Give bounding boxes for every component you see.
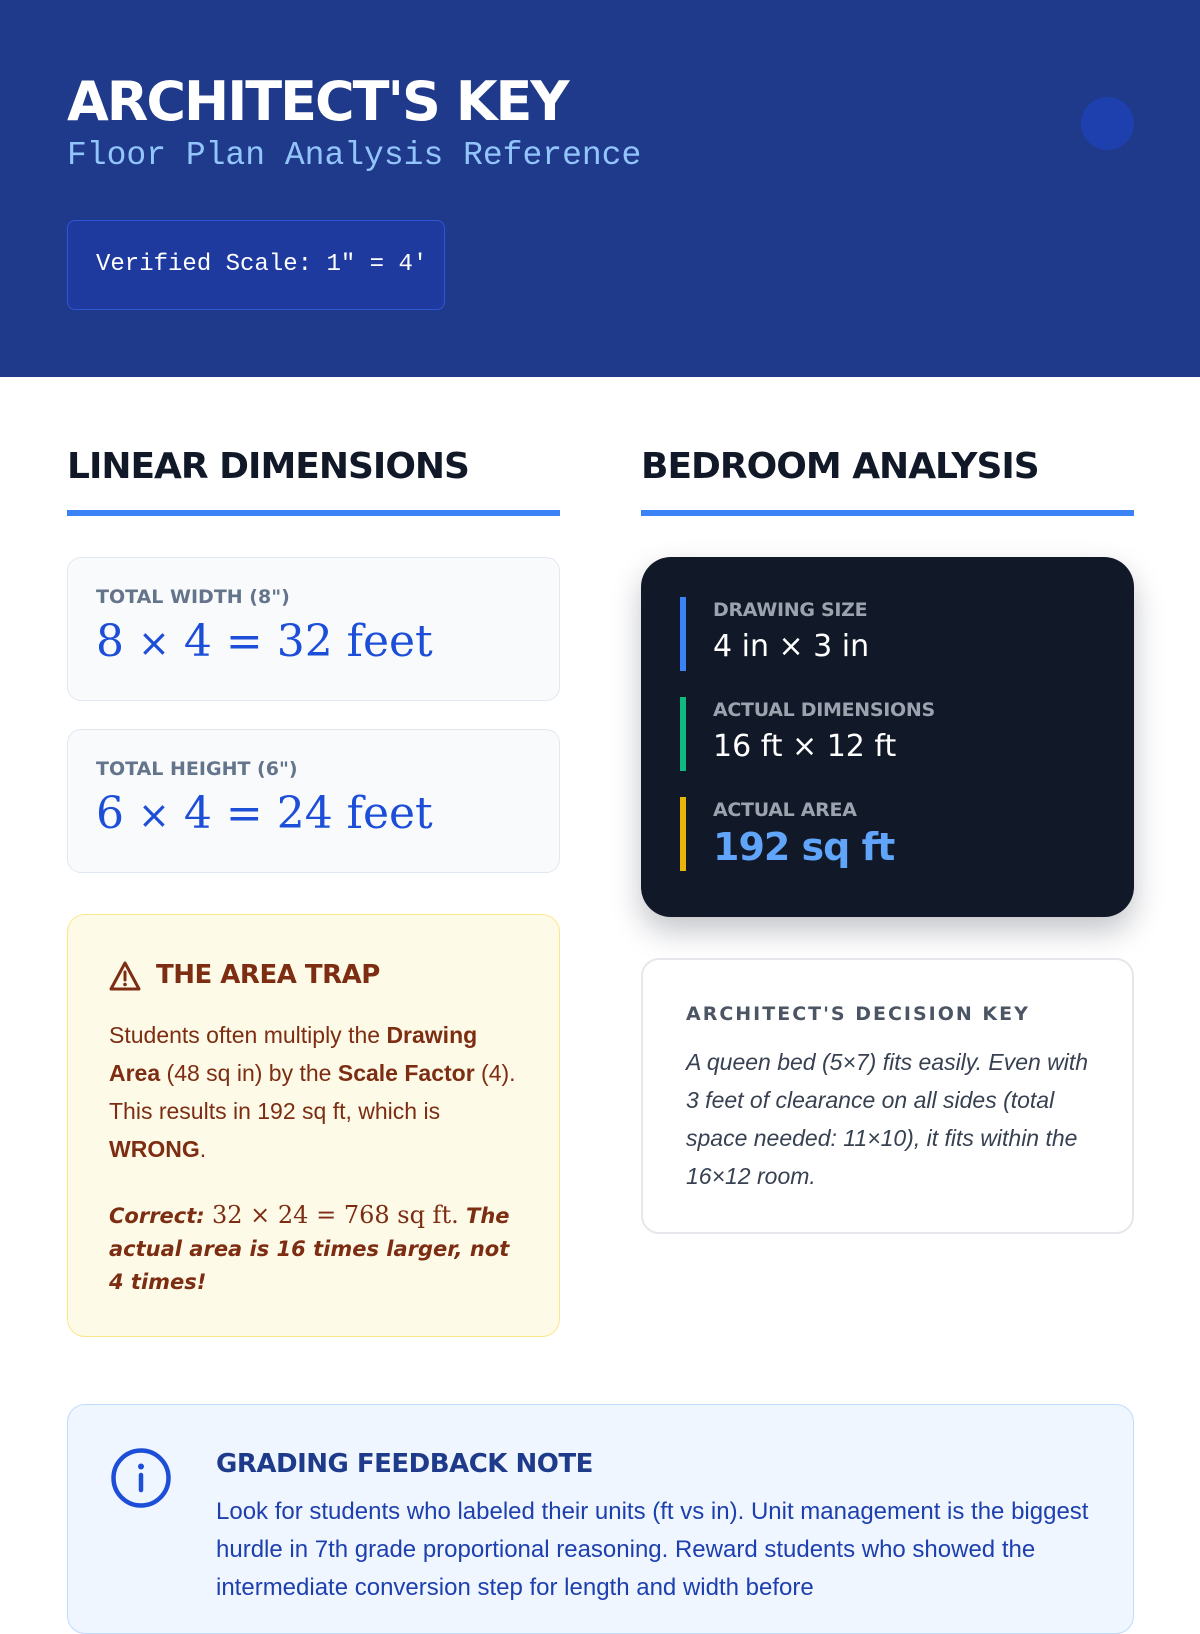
decision-key-text: A queen bed (5×7) fits easily. Even with 3 feet of clearance on all sides (total space needed: 11×10), it fits within the 16×12 room. bbox=[686, 1049, 1089, 1189]
trap-text: (48 sq in) by the bbox=[160, 1060, 338, 1086]
metric-accent-bar bbox=[680, 797, 686, 871]
scale-badge-text: Verified Scale: 1" = 4' bbox=[96, 251, 428, 278]
grading-note-text: Look for students who labeled their units (ft vs in). Unit management is the biggest hurdle in 7th grade proportional reasoning. Reward students who showed the intermediate conversion step for length and width before bbox=[216, 1498, 1089, 1601]
header-banner bbox=[0, 0, 1200, 377]
trap-text: Students often multiply the bbox=[109, 1022, 387, 1048]
metric-label: DRAWING SIZE bbox=[713, 599, 868, 621]
height-card bbox=[67, 729, 560, 873]
trap-emphasis: Scale Factor bbox=[337, 1060, 475, 1086]
width-label: TOTAL WIDTH (8") bbox=[96, 586, 290, 608]
decorative-circle-icon bbox=[1081, 97, 1134, 150]
height-formula bbox=[96, 788, 433, 839]
height-result: = 24 feet bbox=[225, 788, 433, 839]
bedroom-heading-rule bbox=[641, 510, 1134, 516]
height-label: TOTAL HEIGHT (6") bbox=[96, 758, 298, 780]
decision-key-title: ARCHITECT'S DECISION KEY bbox=[686, 1003, 1030, 1025]
linear-dimensions-heading: LINEAR DIMENSIONS bbox=[67, 446, 469, 487]
times-symbol: × bbox=[138, 793, 170, 837]
bedroom-metrics-card bbox=[641, 557, 1134, 917]
linear-heading-rule bbox=[67, 510, 560, 516]
height-factor-a: 6 bbox=[96, 788, 124, 839]
scale-badge bbox=[67, 220, 445, 310]
width-factor-a: 8 bbox=[96, 616, 124, 667]
metric-accent-bar bbox=[680, 597, 686, 671]
area-trap-callout bbox=[67, 914, 560, 1337]
metric-value: 4 in × 3 in bbox=[713, 629, 870, 664]
trap-text: (4). This results in 192 sq ft, which is bbox=[109, 1060, 516, 1124]
page-subtitle: Floor Plan Analysis Reference bbox=[67, 137, 642, 174]
width-result: = 32 feet bbox=[225, 616, 433, 667]
page-title: ARCHITECT'S KEY bbox=[67, 70, 568, 133]
correct-equation: 32 × 24 = 768 sq ft. bbox=[212, 1201, 459, 1229]
trap-emphasis: WRONG bbox=[109, 1136, 200, 1162]
decision-key-card bbox=[641, 958, 1134, 1234]
warning-triangle-icon bbox=[108, 960, 142, 992]
bedroom-analysis-heading: BEDROOM ANALYSIS bbox=[641, 446, 1039, 487]
area-trap-body bbox=[109, 1016, 529, 1168]
metric-label: ACTUAL DIMENSIONS bbox=[713, 699, 935, 721]
metric-value: 192 sq ft bbox=[713, 825, 895, 869]
trap-emphasis: Drawing Area bbox=[109, 1022, 478, 1086]
times-symbol: × bbox=[138, 621, 170, 665]
metric-value: 16 ft × 12 ft bbox=[713, 729, 897, 764]
area-trap-correct bbox=[109, 1199, 529, 1299]
correct-label: Correct: bbox=[109, 1204, 205, 1228]
width-formula bbox=[96, 616, 433, 667]
metric-accent-bar bbox=[680, 697, 686, 771]
grading-note-title: GRADING FEEDBACK NOTE bbox=[216, 1449, 593, 1479]
correct-note: The actual area is 16 times larger, not 4 times! bbox=[109, 1204, 510, 1294]
width-factor-b: 4 bbox=[183, 616, 212, 667]
height-factor-b: 4 bbox=[183, 788, 212, 839]
trap-text: . bbox=[199, 1136, 207, 1162]
info-circle-icon bbox=[110, 1447, 172, 1509]
area-trap-title: THE AREA TRAP bbox=[156, 960, 380, 990]
metric-label: ACTUAL AREA bbox=[713, 799, 857, 821]
width-card bbox=[67, 557, 560, 701]
